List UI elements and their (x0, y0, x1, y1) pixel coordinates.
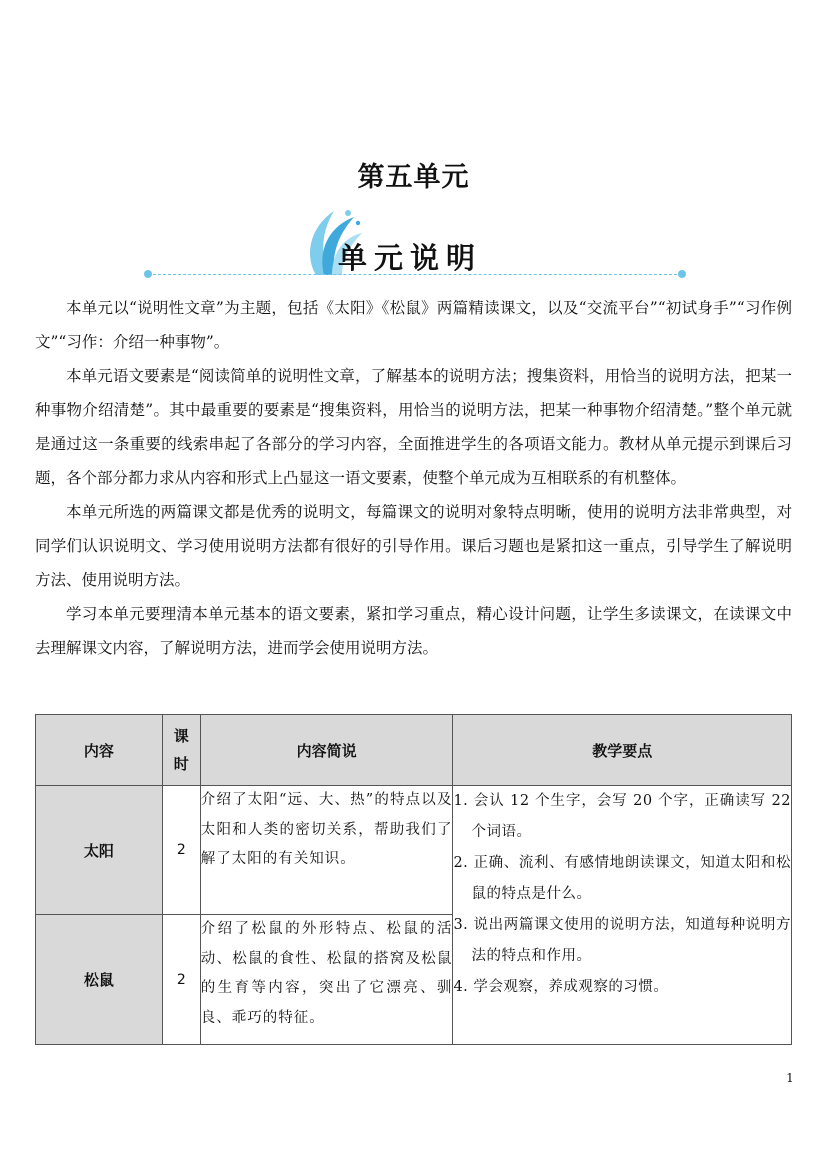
unit-plan-table (35, 714, 792, 1045)
key-points-cell (453, 786, 792, 1045)
key-point-item: 4. 学会观察，养成观察的习惯。 (453, 979, 669, 995)
intro-paragraph: 本单元所选的两篇课文都是优秀的说明文，每篇课文的说明对象特点明晰，使用的说明方法非常典型，对同学们认识说明文、学习使用说明方法都有很好的引导作用。课后习题也是紧扣这一重点，引导学生了解说明方法、使用说明方法。 (35, 503, 792, 589)
page-number: 1 (786, 1071, 794, 1085)
intro-paragraph: 本单元语文要素是“阅读简单的说明性文章，了解基本的说明方法；搜集资料，用恰当的说明方法，把某一种事物介绍清楚”。其中最重要的要素是“搜集资料，用恰当的说明方法，把某一种事物介绍清楚。”整个单元就是通过这一条重要的线索串起了各部分的学习内容，全面推进学生的各项语文能力。教材从单元提示到课后习题，各个部分都力求从内容和形式上凸显这一语文要素，使整个单元成为互相联系的有机整体。 (35, 367, 792, 487)
header-hours: 课时 (162, 715, 200, 786)
lesson-summary: 介绍了太阳“远、大、热”的特点以及太阳和人类的密切关系，帮助我们了解了太阳的有关知识。 (200, 786, 453, 915)
lesson-hours: 2 (162, 915, 200, 1045)
section-heading: 单元说明 (338, 241, 483, 275)
lesson-name: 太阳 (36, 786, 163, 915)
key-point-item: 3. 说出两篇课文使用的说明方法，知道每种说明方法的特点和作用。 (453, 917, 791, 964)
divider-dot-right (678, 270, 686, 278)
intro-paragraph: 本单元以“说明性文章”为主题，包括《太阳》《松鼠》两篇精读课文，以及“交流平台”“初试身手”“习作例文”“习作：介绍一种事物”。 (35, 299, 792, 351)
section-banner (140, 205, 690, 285)
key-points-list (453, 786, 791, 1003)
intro-paragraph: 学习本单元要理清本单元基本的语文要素，紧扣学习重点，精心设计问题，让学生多读课文，在读课文中去理解课文内容，了解说明方法，进而学会使用说明方法。 (35, 605, 792, 657)
key-point-item: 2. 正确、流利、有感情地朗读课文，知道太阳和松鼠的特点是什么。 (453, 855, 791, 902)
header-content: 内容 (36, 715, 163, 786)
table-header-row (36, 715, 792, 786)
header-key-points: 教学要点 (453, 715, 792, 786)
key-point-item: 1. 会认 12 个生字，会写 20 个字，正确读写 22 个词语。 (453, 793, 791, 840)
lesson-summary: 介绍了松鼠的外形特点、松鼠的活动、松鼠的食性、松鼠的搭窝及松鼠的生育等内容，突出了它漂亮、驯良、乖巧的特征。 (200, 915, 453, 1045)
intro-text (35, 291, 792, 665)
dashed-divider (148, 274, 682, 275)
lesson-name: 松鼠 (36, 915, 163, 1045)
lesson-hours: 2 (162, 786, 200, 915)
header-summary: 内容简说 (200, 715, 453, 786)
table-row (36, 786, 792, 915)
divider-dot-left (144, 270, 152, 278)
unit-title: 第五单元 (357, 162, 470, 193)
